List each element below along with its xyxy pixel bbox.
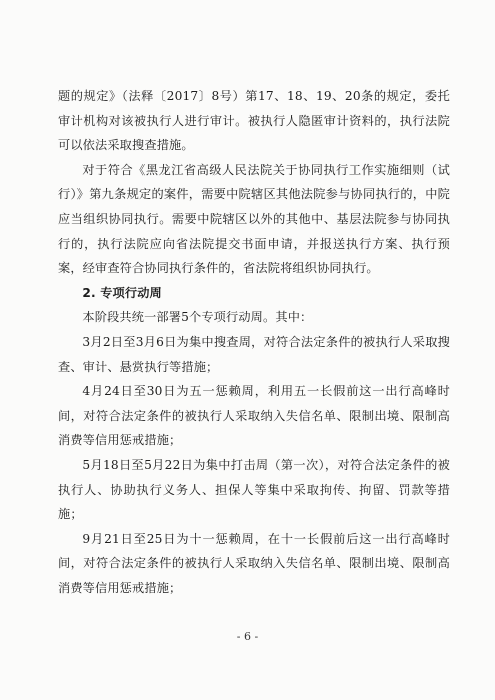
paragraph-8: 9月21日至25日为十一惩赖周，在十一长假前后这一出行高峰时间，对符合法定条件的被执行人采取纳入失信名单、限制出境、限制高消费等信用惩戒措施； — [58, 531, 450, 595]
paragraph-1: 题的规定》（法释〔2017〕8号）第17、18、19、20条的规定，委托审计机构对该被执行人进行审计。被执行人隐匿审计资料的，执行法院可以依法采取搜查措施。 — [58, 89, 450, 153]
document-body — [58, 84, 450, 600]
paragraph-2: 对于符合《黑龙江省高级人民法院关于协同执行工作实施细则（试行）》第九条规定的案件，需要中院辖区其他法院参与协同执行的，中院应当组织协同执行。需要中院辖区以外的其他中、基层法院参与协同执行的，执行法院应向省法院提交书面申请，并报送执行方案、执行预案，经审查符合协同执行条件的，省法院将组织协同执行。 — [58, 162, 450, 276]
paragraph-6: 4月24日至30日为五一惩赖周，利用五一长假前这一出行高峰时间，对符合法定条件的被执行人采取纳入失信名单、限制出境、限制高消费等信用惩戒措施； — [58, 384, 450, 448]
paragraph-4: 本阶段共统一部署5个专项行动周。其中： — [82, 310, 313, 325]
paragraph-5: 3月2日至3月6日为集中搜查周，对符合法定条件的被执行人采取搜查、审计、悬赏执行等措施； — [58, 334, 450, 374]
paragraph-7: 5月18日至5月22日为集中打击周（第一次），对符合法定条件的被执行人、协助执行义务人、担保人等集中采取拘传、拘留、罚款等措施； — [58, 457, 450, 522]
section-heading: 2. 专项行动周 — [82, 285, 162, 300]
page-number: - 6 - — [236, 630, 259, 643]
